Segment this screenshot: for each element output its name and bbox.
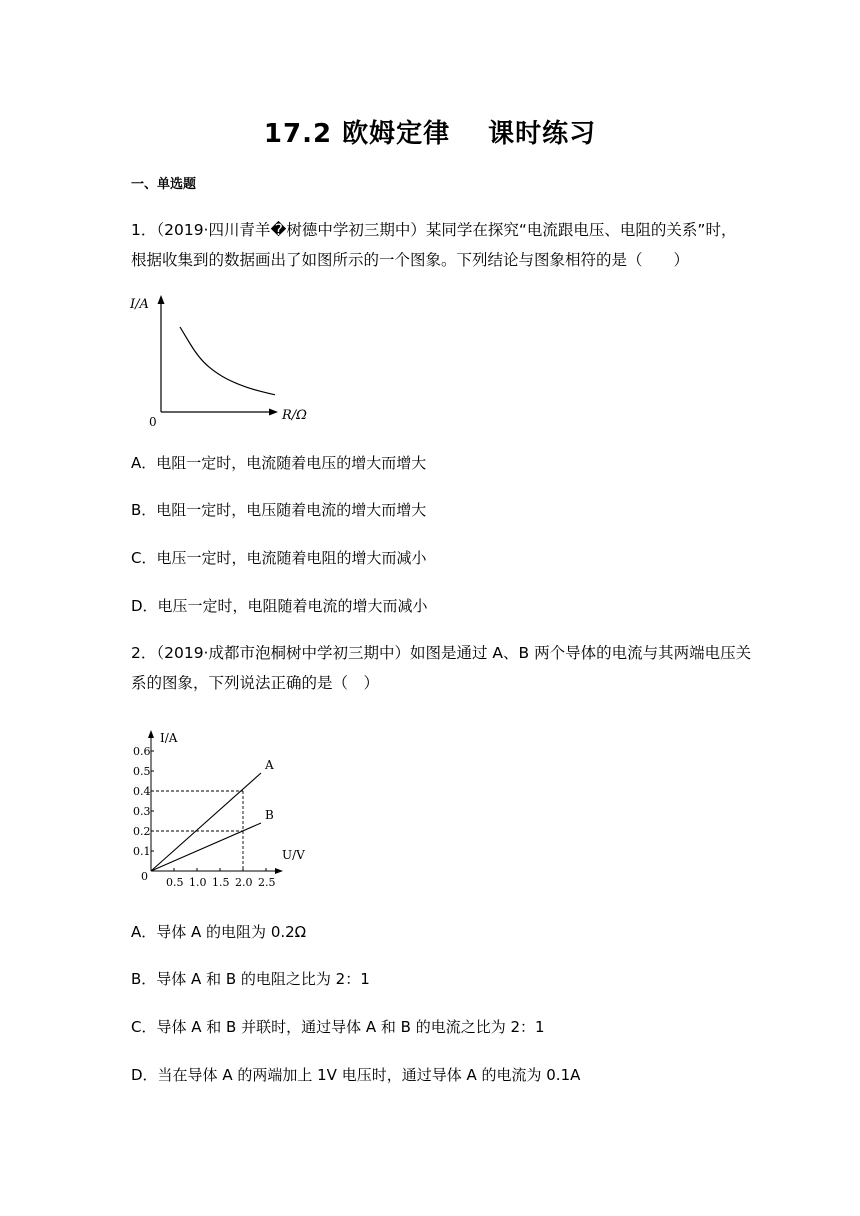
- q2-series-b-label: B: [265, 808, 274, 822]
- q1-origin-label: 0: [149, 415, 157, 429]
- title-part2: 课时练习: [488, 119, 597, 149]
- q2-figure-chart: [128, 725, 313, 895]
- q1-x-label: R/Ω: [282, 408, 307, 423]
- q2-series-b-line: [151, 823, 261, 871]
- q1-option-a[interactable]: A．电阻一定时，电流随着电压的增大而增大: [131, 454, 427, 472]
- q2-x-tick-label: 2.0: [235, 876, 253, 889]
- q2-y-tick-label: 0.6: [133, 745, 151, 758]
- q2-series-a-line: [151, 773, 261, 871]
- q2-x-tick-label: 2.5: [258, 876, 276, 889]
- q2-option-b[interactable]: B．导体 A 和 B 的电阻之比为 2：1: [131, 970, 370, 988]
- q1-x-arrow: [269, 409, 278, 416]
- q2-option-a[interactable]: A．导体 A 的电阻为 0.2Ω: [131, 923, 307, 941]
- q2-y-tick-label: 0.5: [133, 765, 151, 778]
- q2-y-arrow: [148, 730, 154, 738]
- q2-x-arrow: [275, 868, 283, 874]
- q2-y-tick-label: 0.1: [133, 845, 151, 858]
- q2-x-tick-label: 1.0: [189, 876, 207, 889]
- q1-stem-line1: 1．（2019·四川青羊�树德中学初三期中）某同学在探究“电流跟电压、电阻的关系”时，: [131, 221, 737, 239]
- q2-y-tick-label: 0.2: [133, 825, 151, 838]
- q2-stem-line2: 系的图象，下列说法正确的是（ ）: [131, 674, 380, 692]
- q1-curve: [180, 327, 275, 395]
- q2-x-label: U/V: [282, 848, 305, 862]
- title-part1: 17.2 欧姆定律: [263, 119, 451, 149]
- q2-y-tick-label: 0.4: [133, 785, 151, 798]
- q2-y-label: I/A: [160, 731, 178, 745]
- q2-stem-line1: 2．（2019·成都市泡桐树中学初三期中）如图是通过 A、B 两个导体的电流与其两端电压关: [131, 644, 752, 662]
- q1-y-arrow: [158, 295, 165, 304]
- q2-origin-label: 0: [141, 870, 148, 883]
- q2-y-tick-label: 0.3: [133, 805, 151, 818]
- q1-option-d[interactable]: D．电压一定时，电阻随着电流的增大而减小: [131, 597, 428, 615]
- q1-option-b[interactable]: B．电阻一定时，电压随着电流的增大而增大: [131, 501, 427, 519]
- q2-option-d[interactable]: D．当在导体 A 的两端加上 1V 电压时，通过导体 A 的电流为 0.1A: [131, 1066, 581, 1084]
- q1-y-label: I/A: [130, 297, 149, 312]
- page-title: [0, 113, 860, 150]
- q1-stem-line2: 根据收集到的数据画出了如图所示的一个图象。下列结论与图象相符的是（ ）: [131, 251, 690, 269]
- q2-series-a-label: A: [265, 758, 274, 772]
- q2-option-c[interactable]: C．导体 A 和 B 并联时，通过导体 A 和 B 的电流之比为 2：1: [131, 1018, 545, 1036]
- section-heading: 一、单选题: [131, 177, 197, 192]
- q1-figure-chart: [128, 292, 313, 432]
- q2-x-tick-label: 0.5: [166, 876, 184, 889]
- q1-option-c[interactable]: C．电压一定时，电流随着电阻的增大而减小: [131, 549, 427, 567]
- q2-x-tick-label: 1.5: [212, 876, 230, 889]
